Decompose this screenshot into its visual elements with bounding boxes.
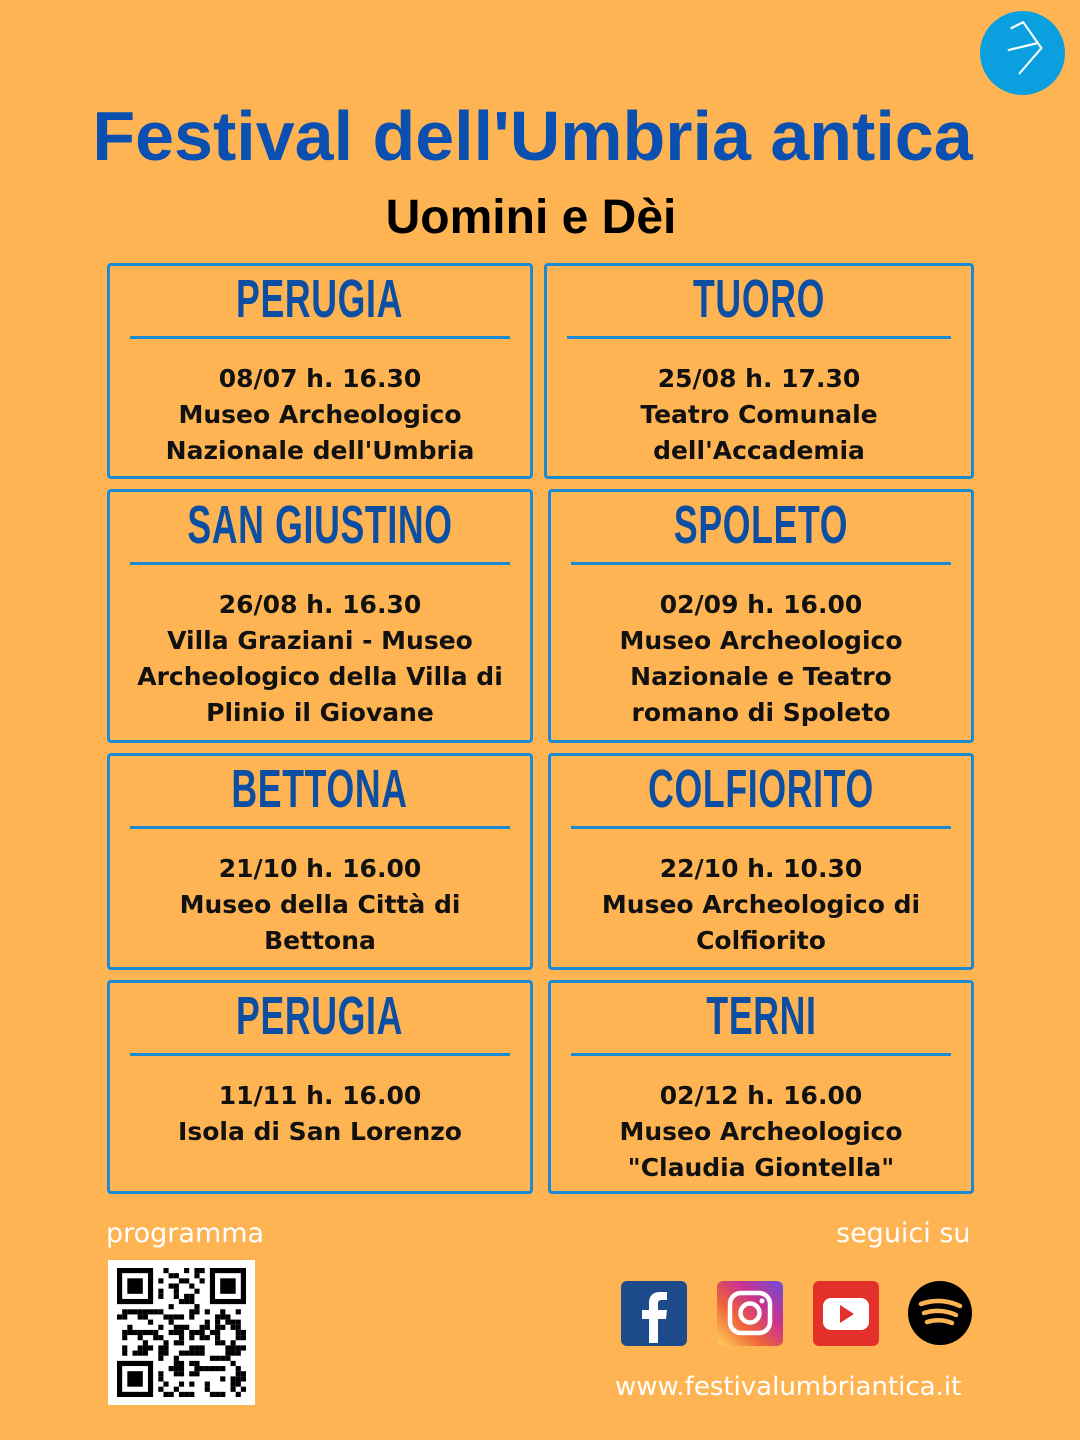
event-city: SPOLETO	[673, 495, 849, 555]
event-datetime: 11/11 h. 16.00	[218, 1081, 422, 1110]
event-venue-line: dell'Accademia	[653, 436, 865, 465]
event-city: PERUGIA	[236, 269, 404, 329]
qr-code-icon	[116, 1268, 247, 1397]
event-venue-line: Museo Archeologico	[619, 1117, 903, 1146]
event-city: BETTONA	[231, 759, 409, 819]
event-card	[548, 489, 974, 743]
event-card	[107, 263, 533, 479]
programma-label: programma	[106, 1218, 265, 1249]
event-card	[107, 980, 533, 1194]
event-venue-line: Villa Graziani - Museo	[167, 626, 473, 655]
page-title: Festival dell'Umbria antica	[92, 97, 973, 175]
event-city: TERNI	[705, 986, 817, 1046]
event-datetime: 26/08 h. 16.30	[218, 590, 422, 619]
event-venue-line: Museo Archeologico di	[601, 890, 921, 919]
event-venue-line: Nazionale e Teatro	[630, 662, 892, 691]
follow-label: seguici su	[836, 1218, 971, 1249]
event-card	[548, 980, 974, 1194]
youtube-icon[interactable]	[813, 1281, 879, 1346]
event-datetime: 25/08 h. 17.30	[657, 364, 861, 393]
event-card	[544, 263, 974, 479]
event-city: TUORO	[693, 269, 825, 329]
page-subtitle: Uomini e Dèi	[385, 191, 677, 244]
event-venue-line: Colfiorito	[696, 926, 826, 955]
event-datetime: 08/07 h. 16.30	[218, 364, 422, 393]
event-venue-line: Museo della Città di	[179, 890, 461, 919]
event-city: PERUGIA	[236, 986, 404, 1046]
event-datetime: 02/09 h. 16.00	[659, 590, 863, 619]
event-city: COLFIORITO	[648, 759, 874, 819]
event-datetime: 02/12 h. 16.00	[659, 1081, 863, 1110]
event-city: SAN GIUSTINO	[187, 495, 453, 555]
event-card	[107, 489, 533, 743]
event-venue-line: Bettona	[264, 926, 376, 955]
event-venue-line: Teatro Comunale	[640, 400, 878, 429]
arrow-logo-icon	[980, 11, 1065, 95]
website-link[interactable]: www.festivalumbriantica.it	[615, 1372, 962, 1402]
event-venue-line: Archeologico della Villa di	[137, 662, 503, 691]
event-venue-line: Nazionale dell'Umbria	[165, 436, 475, 465]
event-venue-line: Museo Archeologico	[619, 626, 903, 655]
event-venue-line: romano di Spoleto	[631, 698, 891, 727]
event-datetime: 21/10 h. 16.00	[218, 854, 422, 883]
facebook-icon[interactable]	[621, 1281, 687, 1346]
qr-code[interactable]	[108, 1260, 255, 1405]
event-card	[107, 753, 533, 970]
event-venue-line: Museo Archeologico	[178, 400, 462, 429]
spotify-icon[interactable]	[908, 1281, 972, 1345]
event-card	[548, 753, 974, 970]
instagram-icon[interactable]	[717, 1281, 783, 1346]
event-venue-line: Plinio il Giovane	[206, 698, 434, 727]
festival-logo	[980, 11, 1065, 95]
event-venue-line: "Claudia Giontella"	[627, 1153, 895, 1182]
event-venue-line: Isola di San Lorenzo	[178, 1117, 462, 1146]
event-datetime: 22/10 h. 10.30	[659, 854, 863, 883]
